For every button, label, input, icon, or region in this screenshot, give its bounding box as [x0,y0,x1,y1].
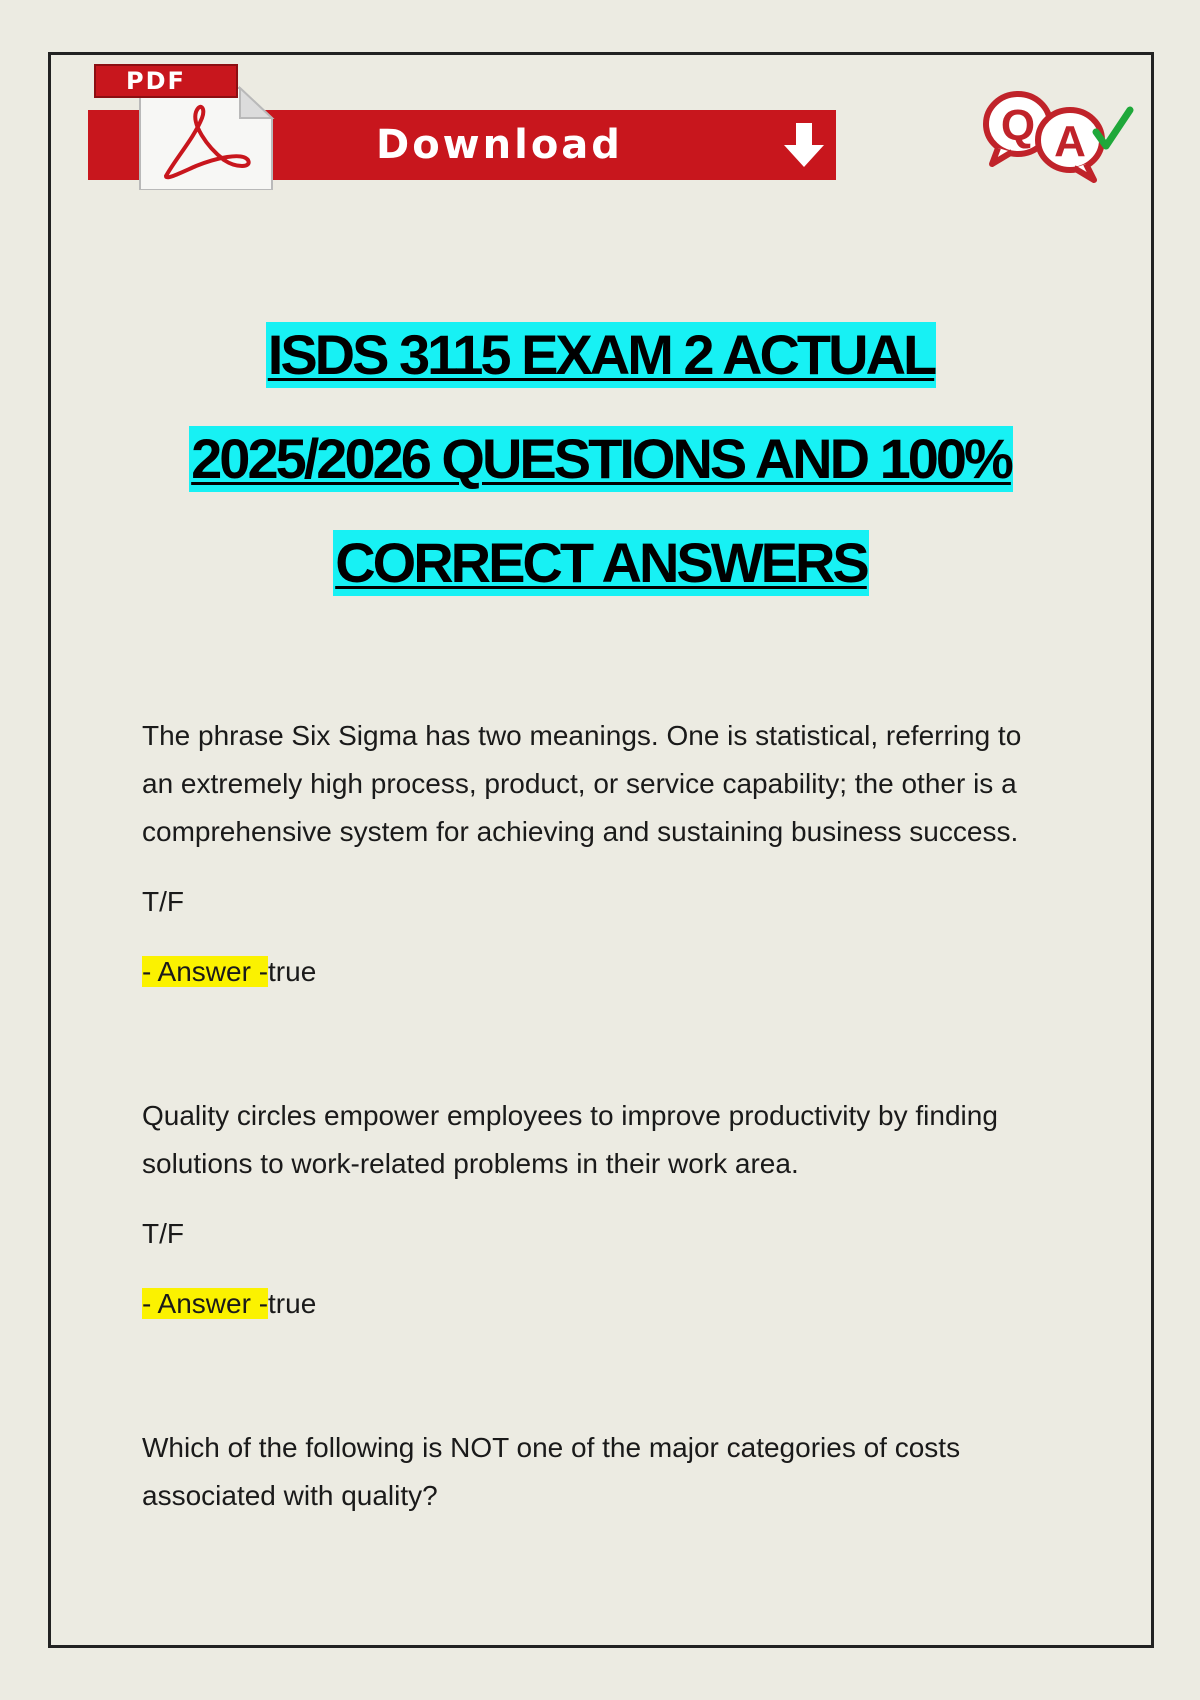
question-text [142,1092,1062,1188]
question-text [142,712,1062,856]
question-line: The phrase Six Sigma has two meanings. One is statistical, referring to [142,720,1022,751]
answer-value: true [268,956,317,987]
question-type-label: T/F [142,886,184,917]
title-line: CORRECT ANSWERS [335,531,867,594]
answer-row [142,948,1062,996]
question-line: comprehensive system for achieving and sustaining business success. [142,816,1019,847]
qa-logo-icon [978,80,1138,190]
question-line: Which of the following is NOT one of the major categories of costs [142,1432,961,1463]
answer-prefix: - Answer - [142,956,269,987]
title-line: 2025/2026 QUESTIONS AND 100% [191,427,1011,490]
answer-prefix: - Answer - [142,1288,269,1319]
qa-item [142,1092,1062,1328]
answer-value: true [268,1288,317,1319]
title-line: ISDS 3115 EXAM 2 ACTUAL [267,323,935,386]
question-line: an extremely high process, product, or service capability; the other is a [142,768,1017,799]
qa-logo-q: Q [1000,101,1036,150]
download-label[interactable]: Download [376,122,623,168]
download-arrow-icon [778,119,830,176]
document-title [48,318,1154,630]
question-line: solutions to work-related problems in their work area. [142,1148,799,1179]
question-line: associated with quality? [142,1480,438,1511]
qa-item [142,1424,1062,1520]
question-line: Quality circles empower employees to improve productivity by finding [142,1100,998,1131]
download-banner[interactable] [88,62,836,190]
qa-list [142,712,1062,1616]
question-text [142,1424,1062,1520]
answer-row [142,1280,1062,1328]
qa-item [142,712,1062,996]
qa-logo-a: A [1054,117,1086,166]
question-type-label: T/F [142,1218,184,1249]
pdf-label: PDF [94,64,238,98]
